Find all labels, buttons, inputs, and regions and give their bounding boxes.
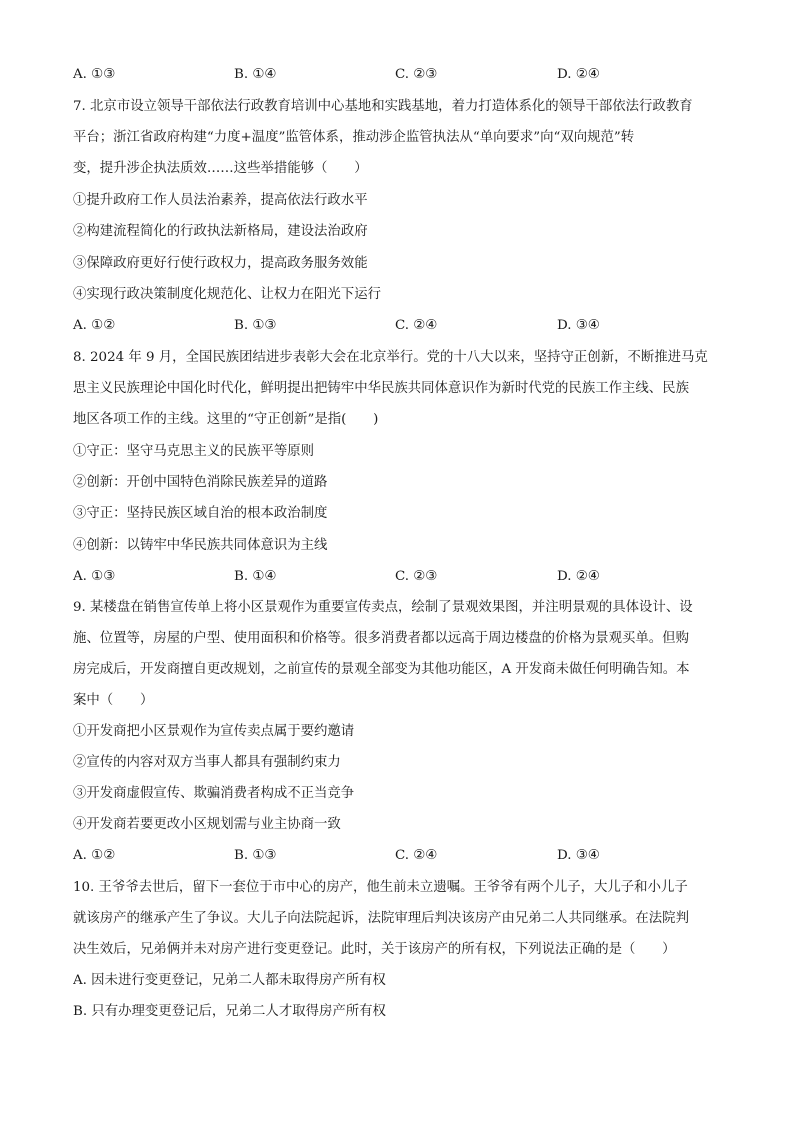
q8-option-d[interactable]: D. ②④ — [557, 569, 600, 584]
q8-stem-line-1: 8. 2024 年 9 月，全国民族团结进步表彰大会在北京举行。党的十八大以来，坚持守正创新，不断推进马克 — [73, 350, 708, 365]
q7-item-3: ③保障政府更好行使行政权力，提高政务服务效能 — [73, 256, 368, 271]
q6-option-a[interactable]: A. ①③ — [73, 67, 116, 82]
q6-option-d[interactable]: D. ②④ — [557, 67, 600, 82]
q9-option-a[interactable]: A. ①② — [73, 848, 116, 863]
q10-stem-line-1: 10. 王爷爷去世后，留下一套位于市中心的房产，他生前未立遗嘱。王爷爷有两个儿子，大儿子和小儿子 — [73, 880, 688, 895]
q7-option-b[interactable]: B. ①③ — [234, 318, 277, 333]
q9-item-2: ②宣传的内容对双方当事人都具有强制约束力 — [73, 755, 341, 770]
q6-option-c[interactable]: C. ②③ — [395, 67, 438, 82]
q8-item-3: ③守正：坚持民族区域自治的根本政治制度 — [73, 506, 328, 521]
q9-stem-line-4: 案中（ ） — [73, 693, 154, 708]
q8-option-a[interactable]: A. ①③ — [73, 569, 116, 584]
q9-item-4: ④开发商若要更改小区规划需与业主协商一致 — [73, 817, 341, 832]
q10-option-b[interactable]: B. 只有办理变更登记后，兄弟二人才取得房产所有权 — [73, 1004, 386, 1019]
q8-option-c[interactable]: C. ②③ — [395, 569, 438, 584]
q7-options — [73, 316, 728, 336]
q10-stem-line-3: 决生效后，兄弟俩并未对房产进行变更登记。此时，关于该房产的所有权，下列说法正确的是（ ） — [73, 942, 676, 957]
q9-options — [73, 846, 728, 866]
q9-option-d[interactable]: D. ③④ — [557, 848, 600, 863]
q9-stem-line-2: 施、位置等，房屋的户型、使用面积和价格等。很多消费者都以远高于周边楼盘的价格为景观买单。但购 — [73, 631, 689, 646]
q7-item-2: ②构建流程简化的行政执法新格局，建设法治政府 — [73, 224, 368, 239]
q9-stem-line-1: 9. 某楼盘在销售宣传单上将小区景观作为重要宣传卖点，绘制了景观效果图，并注明景观的具体设计、设 — [73, 600, 693, 615]
q9-item-1: ①开发商把小区景观作为宣传卖点属于要约邀请 — [73, 724, 355, 739]
q8-options — [73, 567, 728, 587]
q6-option-b[interactable]: B. ①④ — [234, 67, 277, 82]
q7-option-c[interactable]: C. ②④ — [395, 318, 438, 333]
q6-options — [73, 65, 728, 85]
q8-option-b[interactable]: B. ①④ — [234, 569, 277, 584]
q7-stem-line-3: 变，提升涉企执法质效……这些举措能够（ ） — [73, 161, 368, 176]
q7-stem-line-1: 7. 北京市设立领导干部依法行政教育培训中心基地和实践基地，着力打造体系化的领导干部依法行政教育 — [73, 99, 693, 114]
q7-option-d[interactable]: D. ③④ — [557, 318, 600, 333]
q7-stem-line-2: 平台；浙江省政府构建“力度+温度”监管体系，推动涉企监管执法从“单向要求”向“双向规范”转 — [73, 130, 635, 145]
q8-item-1: ①守正：坚守马克思主义的民族平等原则 — [73, 444, 315, 459]
q9-option-c[interactable]: C. ②④ — [395, 848, 438, 863]
q8-item-2: ②创新：开创中国特色消除民族差异的道路 — [73, 475, 328, 490]
q7-option-a[interactable]: A. ①② — [73, 318, 116, 333]
q10-option-a[interactable]: A. 因未进行变更登记，兄弟二人都未取得房产所有权 — [73, 973, 386, 988]
q9-item-3: ③开发商虚假宣传、欺骗消费者构成不正当竞争 — [73, 786, 355, 801]
q9-option-b[interactable]: B. ①③ — [234, 848, 277, 863]
q8-stem-line-3: 地区各项工作的主线。这里的“守正创新”是指( ) — [73, 412, 379, 427]
q9-stem-line-3: 房完成后，开发商擅自更改规划，之前宣传的景观全部变为其他功能区，A 开发商未做任何明确告知。本 — [73, 662, 690, 677]
q8-item-4: ④创新：以铸牢中华民族共同体意识为主线 — [73, 538, 328, 553]
q7-item-1: ①提升政府工作人员法治素养，提高依法行政水平 — [73, 193, 368, 208]
q7-item-4: ④实现行政决策制度化规范化、让权力在阳光下运行 — [73, 287, 381, 302]
q10-stem-line-2: 就该房产的继承产生了争议。大儿子向法院起诉，法院审理后判决该房产由兄弟二人共同继承。在法院判 — [73, 911, 689, 926]
q8-stem-line-2: 思主义民族理论中国化时代化，鲜明提出把铸牢中华民族共同体意识作为新时代党的民族工作主线、民族 — [73, 381, 689, 396]
